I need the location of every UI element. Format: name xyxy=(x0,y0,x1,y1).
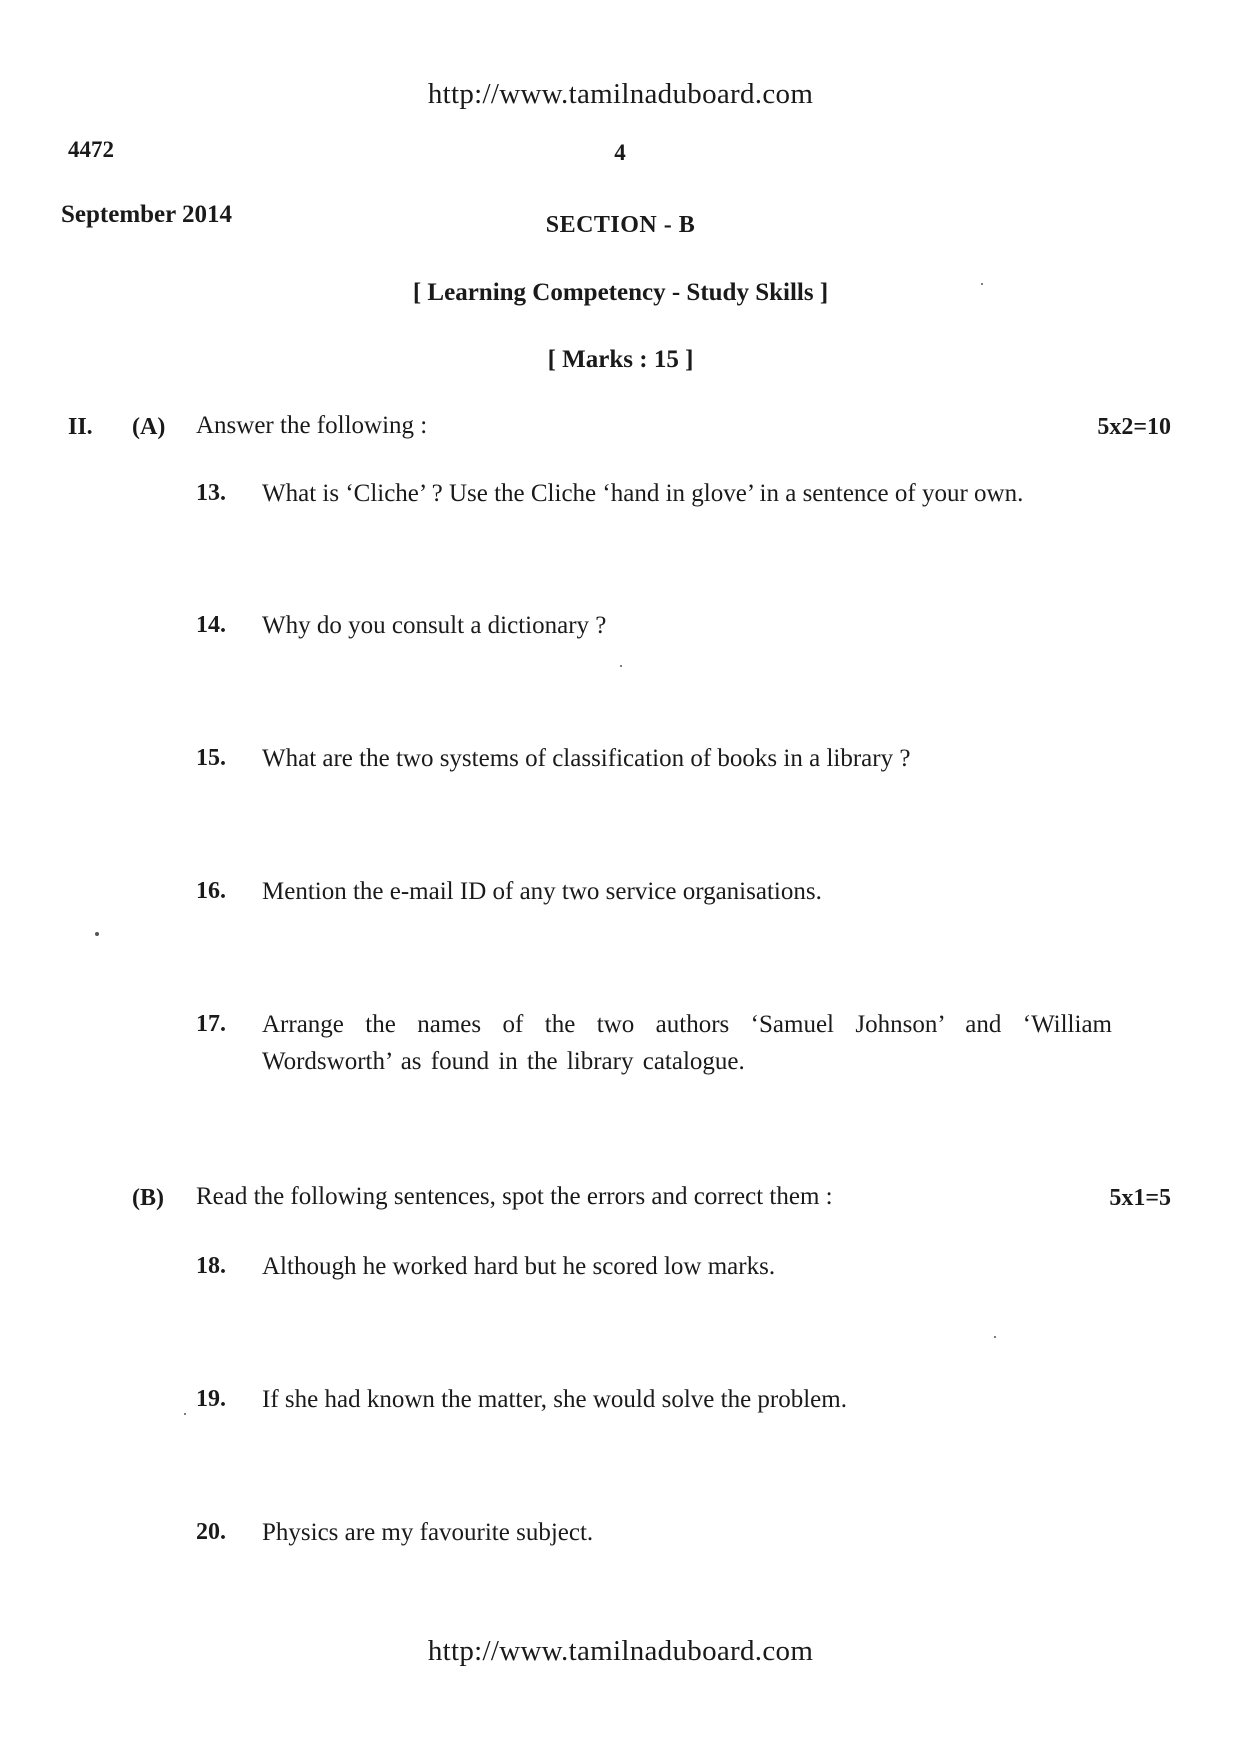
question-text: What is ‘Cliche’ ? Use the Cliche ‘hand in glove’ in a sentence of your own. xyxy=(262,480,1024,507)
question-number: 20. xyxy=(196,1519,226,1545)
question-group-number: II. xyxy=(68,414,93,440)
question-text: What are the two systems of classification of books in a library ? xyxy=(262,745,911,772)
scan-speck xyxy=(184,1413,186,1415)
section-title: SECTION - B xyxy=(545,212,696,238)
question-text: Physics are my favourite subject. xyxy=(262,1519,594,1546)
question-number: 19. xyxy=(196,1386,226,1412)
question-number: 17. xyxy=(196,1011,226,1037)
header-url: http://www.tamilnaduboard.com xyxy=(427,78,814,110)
question-text: If she had known the matter, she would solve the problem. xyxy=(262,1386,847,1413)
part-a-instruction: Answer the following : xyxy=(196,412,428,439)
question-text: Why do you consult a dictionary ? xyxy=(262,612,607,639)
question-text: Arrange the names of the two authors ‘Samuel Johnson’ and ‘William Wordsworth’ as found in the library catalogue. xyxy=(262,1011,1112,1075)
section-marks: [ Marks : 15 ] xyxy=(547,346,694,373)
question-number: 16. xyxy=(196,878,226,904)
page-number: 4 xyxy=(614,140,626,165)
part-b-label: (B) xyxy=(132,1185,164,1211)
exam-session: September 2014 xyxy=(61,201,233,228)
part-b-instruction: Read the following sentences, spot the errors and correct them : xyxy=(196,1183,833,1210)
scan-speck xyxy=(620,665,622,667)
question-number: 13. xyxy=(196,480,226,506)
question-number: 15. xyxy=(196,745,226,771)
part-a-label: (A) xyxy=(132,414,166,440)
section-subtitle: [ Learning Competency - Study Skills ] xyxy=(412,279,829,306)
footer-url: http://www.tamilnaduboard.com xyxy=(427,1635,814,1667)
question-number: 14. xyxy=(196,612,226,638)
question-number: 18. xyxy=(196,1253,226,1279)
scan-speck xyxy=(994,1336,996,1338)
scan-speck xyxy=(95,932,99,936)
part-b-mark-scheme: 5x1=5 xyxy=(1109,1185,1171,1211)
part-a-mark-scheme: 5x2=10 xyxy=(1097,414,1171,440)
question-text: Mention the e-mail ID of any two service organisations. xyxy=(262,878,822,905)
paper-code: 4472 xyxy=(68,137,114,162)
question-text: Although he worked hard but he scored low marks. xyxy=(262,1253,776,1280)
scan-speck xyxy=(981,283,983,285)
